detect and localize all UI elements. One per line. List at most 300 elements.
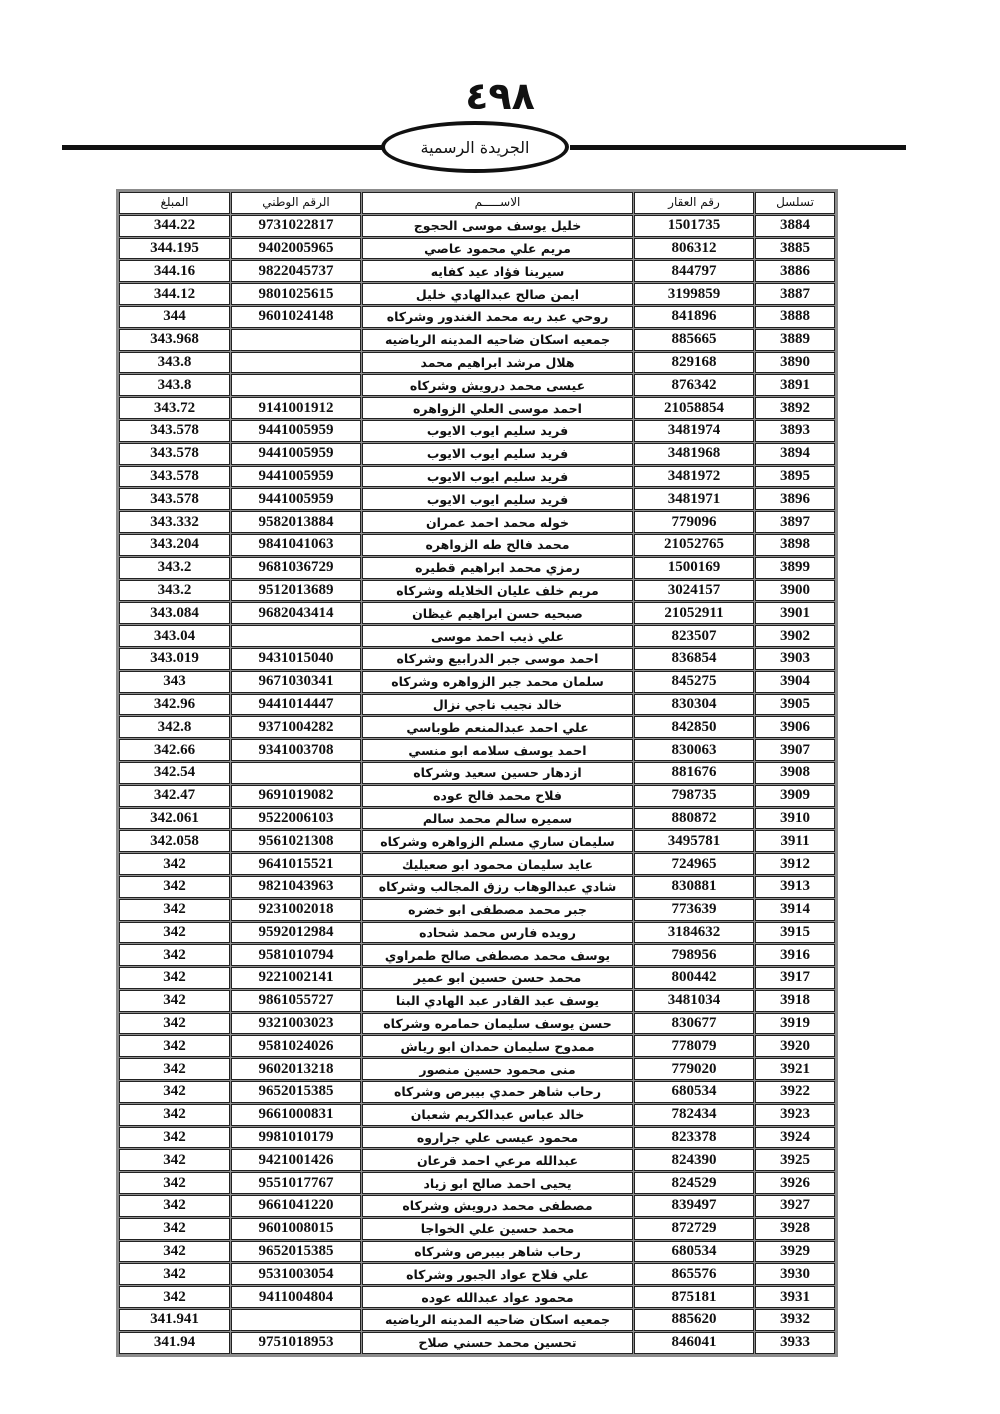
table-row (119, 1104, 835, 1126)
column-header-serial: تسلسل (755, 192, 835, 214)
cell-serial: 3885 (755, 238, 835, 260)
cell-amount: 342 (119, 1195, 230, 1217)
cell-serial: 3922 (755, 1081, 835, 1103)
cell-amount: 343.72 (119, 397, 230, 419)
cell-property-number: 782434 (634, 1104, 754, 1126)
cell-name: خوله محمد احمد عمران (362, 511, 633, 533)
cell-amount: 342 (119, 967, 230, 989)
cell-serial: 3925 (755, 1149, 835, 1171)
cell-amount: 342 (119, 899, 230, 921)
cell-property-number: 21058854 (634, 397, 754, 419)
cell-national-number (231, 352, 361, 374)
cell-property-number: 779020 (634, 1058, 754, 1080)
cell-national-number: 9561021308 (231, 830, 361, 852)
cell-national-number: 9141001912 (231, 397, 361, 419)
cell-amount: 342 (119, 1218, 230, 1240)
cell-serial: 3921 (755, 1058, 835, 1080)
cell-property-number: 3184632 (634, 922, 754, 944)
cell-serial: 3884 (755, 215, 835, 237)
cell-national-number: 9551017767 (231, 1172, 361, 1194)
page-number: ٤٩٨ (465, 74, 535, 118)
cell-property-number: 21052765 (634, 534, 754, 556)
cell-national-number: 9531003054 (231, 1263, 361, 1285)
cell-name: سميره سالم محمد سالم (362, 808, 633, 830)
cell-property-number: 841896 (634, 306, 754, 328)
cell-serial: 3886 (755, 260, 835, 282)
cell-property-number: 3199859 (634, 283, 754, 305)
cell-serial: 3896 (755, 488, 835, 510)
cell-serial: 3900 (755, 580, 835, 602)
cell-serial: 3910 (755, 808, 835, 830)
cell-national-number: 9602013218 (231, 1058, 361, 1080)
cell-serial: 3887 (755, 283, 835, 305)
cell-property-number: 846041 (634, 1332, 754, 1354)
cell-serial: 3916 (755, 944, 835, 966)
cell-property-number: 3481968 (634, 443, 754, 465)
cell-name: روحي عبد ربه محمد الغندور وشركاه (362, 306, 633, 328)
cell-national-number: 9441005959 (231, 488, 361, 510)
cell-property-number: 872729 (634, 1218, 754, 1240)
cell-national-number: 9681036729 (231, 557, 361, 579)
cell-amount: 342.061 (119, 808, 230, 830)
cell-name: هلال مرشد ابراهيم محمد (362, 352, 633, 374)
cell-property-number: 798956 (634, 944, 754, 966)
cell-property-number: 839497 (634, 1195, 754, 1217)
cell-amount: 342 (119, 1013, 230, 1035)
cell-national-number: 9661000831 (231, 1104, 361, 1126)
cell-serial: 3918 (755, 990, 835, 1012)
cell-name: احمد موسى جبر الدرابيع وشركاه (362, 648, 633, 670)
cell-national-number: 9801025615 (231, 283, 361, 305)
table-row (119, 1332, 835, 1354)
cell-property-number: 798735 (634, 785, 754, 807)
table-row (119, 511, 835, 533)
cell-name: شادي عبدالوهاب رزق المجالب وشركاه (362, 876, 633, 898)
table-row (119, 1149, 835, 1171)
cell-name: عبدالله مرعي احمد قرعان (362, 1149, 633, 1171)
cell-name: حسن يوسف سليمان حمامره وشركاه (362, 1013, 633, 1035)
cell-national-number: 9682043414 (231, 602, 361, 624)
cell-serial: 3894 (755, 443, 835, 465)
cell-serial: 3889 (755, 329, 835, 351)
cell-name: رحاب شاهر حمدي بيبرص وشركاه (362, 1081, 633, 1103)
table-row (119, 762, 835, 784)
cell-amount: 342 (119, 1172, 230, 1194)
cell-amount: 342.54 (119, 762, 230, 784)
table-row (119, 397, 835, 419)
cell-amount: 342 (119, 1058, 230, 1080)
cell-national-number: 9512013689 (231, 580, 361, 602)
table-row (119, 329, 835, 351)
cell-national-number: 9641015521 (231, 853, 361, 875)
cell-amount: 342 (119, 1263, 230, 1285)
cell-property-number: 3481972 (634, 466, 754, 488)
cell-serial: 3888 (755, 306, 835, 328)
cell-property-number: 824390 (634, 1149, 754, 1171)
table-row (119, 1013, 835, 1035)
cell-amount: 342 (119, 922, 230, 944)
cell-name: سليمان ساري مسلم الزواهره وشركاه (362, 830, 633, 852)
cell-property-number: 800442 (634, 967, 754, 989)
cell-name: محمود عيسى علي جراروه (362, 1127, 633, 1149)
table-row (119, 1081, 835, 1103)
column-header-property-number: رقم العقار (634, 192, 754, 214)
cell-national-number: 9861055727 (231, 990, 361, 1012)
cell-serial: 3927 (755, 1195, 835, 1217)
cell-serial: 3926 (755, 1172, 835, 1194)
cell-name: مصطفى محمد درويش وشركاه (362, 1195, 633, 1217)
cell-name: مريم خلف عليان الخلايله وشركاه (362, 580, 633, 602)
cell-amount: 342.47 (119, 785, 230, 807)
cell-name: خالد عباس عبدالكريم شعبان (362, 1104, 633, 1126)
cell-name: جبر محمد مصطفى ابو خضره (362, 899, 633, 921)
cell-national-number (231, 374, 361, 396)
cell-serial: 3915 (755, 922, 835, 944)
table-row (119, 671, 835, 693)
cell-name: محمد فالح طه الزواهره (362, 534, 633, 556)
cell-property-number: 885665 (634, 329, 754, 351)
cell-property-number: 830304 (634, 694, 754, 716)
cell-name: ايمن صالح عبدالهادي خليل (362, 283, 633, 305)
cell-national-number: 9441005959 (231, 420, 361, 442)
cell-property-number: 830063 (634, 739, 754, 761)
table-row (119, 853, 835, 875)
cell-serial: 3924 (755, 1127, 835, 1149)
cell-national-number: 9582013884 (231, 511, 361, 533)
cell-amount: 342 (119, 1241, 230, 1263)
cell-name: سلمان محمد جبر الزواهره وشركاه (362, 671, 633, 693)
cell-serial: 3933 (755, 1332, 835, 1354)
cell-national-number: 9652015385 (231, 1081, 361, 1103)
column-header-national-number: الرقم الوطني (231, 192, 361, 214)
table-row (119, 557, 835, 579)
cell-property-number: 881676 (634, 762, 754, 784)
cell-amount: 344 (119, 306, 230, 328)
cell-amount: 344.16 (119, 260, 230, 282)
cell-amount: 343.084 (119, 602, 230, 624)
table-row (119, 1309, 835, 1331)
cell-amount: 342.058 (119, 830, 230, 852)
cell-serial: 3901 (755, 602, 835, 624)
cell-name: فلاح محمد فالح عوده (362, 785, 633, 807)
table-row (119, 488, 835, 510)
cell-serial: 3906 (755, 716, 835, 738)
cell-amount: 343.019 (119, 648, 230, 670)
cell-property-number: 885620 (634, 1309, 754, 1331)
cell-amount: 342 (119, 944, 230, 966)
table-row (119, 1218, 835, 1240)
table-row (119, 306, 835, 328)
table-row (119, 283, 835, 305)
cell-amount: 342.66 (119, 739, 230, 761)
cell-property-number: 778079 (634, 1035, 754, 1057)
table-row (119, 1263, 835, 1285)
cell-name: جمعيه اسكان ضاحيه المدينه الرياضيه (362, 329, 633, 351)
table-row (119, 215, 835, 237)
table-row (119, 420, 835, 442)
cell-national-number (231, 625, 361, 647)
table-row (119, 1127, 835, 1149)
table-row (119, 352, 835, 374)
cell-amount: 343.8 (119, 374, 230, 396)
cell-national-number: 9751018953 (231, 1332, 361, 1354)
cell-property-number: 865576 (634, 1263, 754, 1285)
cell-national-number: 9822045737 (231, 260, 361, 282)
cell-name: احمد يوسف سلامه ابو منسي (362, 739, 633, 761)
cell-property-number: 876342 (634, 374, 754, 396)
cell-amount: 343.578 (119, 466, 230, 488)
table-header-row (119, 192, 835, 214)
table-row (119, 238, 835, 260)
cell-amount: 342 (119, 876, 230, 898)
cell-name: صبحيه حسن ابراهيم غيظان (362, 602, 633, 624)
table-row (119, 1058, 835, 1080)
cell-property-number: 3495781 (634, 830, 754, 852)
cell-serial: 3898 (755, 534, 835, 556)
cell-serial: 3914 (755, 899, 835, 921)
cell-serial: 3904 (755, 671, 835, 693)
cell-amount: 343.2 (119, 580, 230, 602)
table-row (119, 374, 835, 396)
cell-amount: 342 (119, 990, 230, 1012)
cell-property-number: 773639 (634, 899, 754, 921)
cell-serial: 3909 (755, 785, 835, 807)
table-row (119, 1195, 835, 1217)
table-row (119, 1035, 835, 1057)
cell-national-number (231, 762, 361, 784)
cell-serial: 3912 (755, 853, 835, 875)
table-row (119, 1241, 835, 1263)
cell-amount: 342.8 (119, 716, 230, 738)
cell-serial: 3929 (755, 1241, 835, 1263)
table-row (119, 1286, 835, 1308)
cell-national-number: 9371004282 (231, 716, 361, 738)
cell-name: علي ذيب احمد موسى (362, 625, 633, 647)
cell-name: فريد سليم ايوب الايوب (362, 443, 633, 465)
cell-amount: 343 (119, 671, 230, 693)
table-row (119, 625, 835, 647)
cell-national-number: 9231002018 (231, 899, 361, 921)
cell-amount: 344.22 (119, 215, 230, 237)
cell-name: سيرينا فؤاد عيد كفايه (362, 260, 633, 282)
cell-national-number: 9601008015 (231, 1218, 361, 1240)
cell-property-number: 724965 (634, 853, 754, 875)
header-rule-left (62, 145, 384, 150)
table-row (119, 739, 835, 761)
cell-national-number: 9441005959 (231, 443, 361, 465)
cell-name: رمزي محمد ابراهيم قطيره (362, 557, 633, 579)
cell-property-number: 875181 (634, 1286, 754, 1308)
cell-property-number: 3481034 (634, 990, 754, 1012)
cell-name: علي احمد عبدالمنعم طوباسي (362, 716, 633, 738)
cell-name: عايد سليمان محمود ابو صعيليك (362, 853, 633, 875)
cell-serial: 3897 (755, 511, 835, 533)
gazette-title: الجريدة الرسمية (420, 137, 530, 157)
cell-serial: 3903 (755, 648, 835, 670)
cell-amount: 342 (119, 1081, 230, 1103)
cell-amount: 341.941 (119, 1309, 230, 1331)
column-header-amount: المبلغ (119, 192, 230, 214)
cell-amount: 343.332 (119, 511, 230, 533)
cell-national-number: 9441005959 (231, 466, 361, 488)
cell-national-number: 9341003708 (231, 739, 361, 761)
cell-name: علي فلاح عواد الجبور وشركاه (362, 1263, 633, 1285)
cell-amount: 342 (119, 1104, 230, 1126)
cell-serial: 3923 (755, 1104, 835, 1126)
cell-amount: 342 (119, 1127, 230, 1149)
cell-property-number: 823378 (634, 1127, 754, 1149)
table-row (119, 967, 835, 989)
cell-amount: 343.578 (119, 443, 230, 465)
cell-amount: 342.96 (119, 694, 230, 716)
cell-name: عيسى محمد درويش وشركاه (362, 374, 633, 396)
cell-name: محمد حسن حسين ابو عمير (362, 967, 633, 989)
cell-amount: 342 (119, 1035, 230, 1057)
table-row (119, 602, 835, 624)
table-row (119, 534, 835, 556)
cell-serial: 3920 (755, 1035, 835, 1057)
cell-property-number: 880872 (634, 808, 754, 830)
cell-amount: 342 (119, 853, 230, 875)
cell-serial: 3917 (755, 967, 835, 989)
cell-national-number: 9601024148 (231, 306, 361, 328)
table-row (119, 443, 835, 465)
header-rule-right (570, 145, 906, 150)
cell-property-number: 1500169 (634, 557, 754, 579)
cell-serial: 3907 (755, 739, 835, 761)
cell-amount: 343.578 (119, 420, 230, 442)
cell-national-number: 9981010179 (231, 1127, 361, 1149)
cell-national-number: 9321003023 (231, 1013, 361, 1035)
cell-amount: 343.8 (119, 352, 230, 374)
table-row (119, 466, 835, 488)
cell-property-number: 830677 (634, 1013, 754, 1035)
table-row (119, 990, 835, 1012)
cell-amount: 342 (119, 1286, 230, 1308)
table-row (119, 716, 835, 738)
cell-national-number: 9671030341 (231, 671, 361, 693)
cell-national-number (231, 1309, 361, 1331)
table-row (119, 648, 835, 670)
table-row (119, 808, 835, 830)
cell-name: منى محمود حسين منصور (362, 1058, 633, 1080)
cell-amount: 344.195 (119, 238, 230, 260)
cell-name: خليل يوسف موسى الحجوج (362, 215, 633, 237)
cell-name: رويده فارس محمد شحاده (362, 922, 633, 944)
cell-name: يحيى احمد صالح ابو زياد (362, 1172, 633, 1194)
cell-property-number: 842850 (634, 716, 754, 738)
cell-name: يوسف محمد مصطفى صالح طمراوي (362, 944, 633, 966)
table-row (119, 580, 835, 602)
table-row (119, 785, 835, 807)
cell-amount: 343.204 (119, 534, 230, 556)
cell-national-number (231, 329, 361, 351)
cell-national-number: 9731022817 (231, 215, 361, 237)
cell-property-number: 680534 (634, 1081, 754, 1103)
cell-national-number: 9661041220 (231, 1195, 361, 1217)
cell-property-number: 829168 (634, 352, 754, 374)
cell-name: محمود عواد عبدالله عوده (362, 1286, 633, 1308)
cell-national-number: 9652015385 (231, 1241, 361, 1263)
cell-national-number: 9221002141 (231, 967, 361, 989)
cell-serial: 3930 (755, 1263, 835, 1285)
cell-serial: 3913 (755, 876, 835, 898)
cell-name: فريد سليم ايوب الايوب (362, 420, 633, 442)
cell-property-number: 836854 (634, 648, 754, 670)
cell-amount: 342 (119, 1149, 230, 1171)
cell-amount: 343.04 (119, 625, 230, 647)
cell-amount: 343.578 (119, 488, 230, 510)
cell-name: جمعيه اسكان ضاحيه المدينه الرياضيه (362, 1309, 633, 1331)
cell-serial: 3895 (755, 466, 835, 488)
cell-property-number: 3024157 (634, 580, 754, 602)
cell-property-number: 830881 (634, 876, 754, 898)
cell-property-number: 806312 (634, 238, 754, 260)
cell-name: فريد سليم ايوب الايوب (362, 466, 633, 488)
cell-national-number: 9431015040 (231, 648, 361, 670)
cell-name: خالد نجيب ناجي نزال (362, 694, 633, 716)
cell-name: احمد موسى العلي الزواهره (362, 397, 633, 419)
cell-name: ازدهار حسين سعيد وشركاه (362, 762, 633, 784)
cell-national-number: 9402005965 (231, 238, 361, 260)
cell-serial: 3892 (755, 397, 835, 419)
records-table (116, 189, 838, 1357)
cell-property-number: 779096 (634, 511, 754, 533)
cell-name: رحاب شاهر بيبرص وشركاه (362, 1241, 633, 1263)
cell-national-number: 9592012984 (231, 922, 361, 944)
cell-serial: 3928 (755, 1218, 835, 1240)
cell-property-number: 1501735 (634, 215, 754, 237)
column-header-name: الاســـــم (362, 192, 633, 214)
cell-property-number: 3481974 (634, 420, 754, 442)
cell-amount: 343.968 (119, 329, 230, 351)
cell-national-number: 9441014447 (231, 694, 361, 716)
table-row (119, 899, 835, 921)
table-row (119, 922, 835, 944)
cell-property-number: 3481971 (634, 488, 754, 510)
cell-national-number: 9821043963 (231, 876, 361, 898)
cell-property-number: 824529 (634, 1172, 754, 1194)
cell-serial: 3932 (755, 1309, 835, 1331)
cell-national-number: 9411004804 (231, 1286, 361, 1308)
cell-serial: 3905 (755, 694, 835, 716)
cell-national-number: 9522006103 (231, 808, 361, 830)
table-row (119, 1172, 835, 1194)
cell-property-number: 680534 (634, 1241, 754, 1263)
cell-national-number: 9581010794 (231, 944, 361, 966)
cell-serial: 3891 (755, 374, 835, 396)
gazette-title-oval (381, 121, 569, 173)
cell-name: محمد حسين علي الخواجا (362, 1218, 633, 1240)
table-row (119, 830, 835, 852)
table-row (119, 944, 835, 966)
cell-serial: 3908 (755, 762, 835, 784)
cell-amount: 341.94 (119, 1332, 230, 1354)
cell-name: يوسف عبد القادر عبد الهادي البنا (362, 990, 633, 1012)
cell-serial: 3902 (755, 625, 835, 647)
cell-amount: 344.12 (119, 283, 230, 305)
cell-serial: 3899 (755, 557, 835, 579)
table-row (119, 876, 835, 898)
cell-serial: 3890 (755, 352, 835, 374)
cell-name: مريم علي محمود عاصي (362, 238, 633, 260)
cell-property-number: 844797 (634, 260, 754, 282)
table-row (119, 260, 835, 282)
cell-serial: 3893 (755, 420, 835, 442)
cell-national-number: 9841041063 (231, 534, 361, 556)
cell-property-number: 21052911 (634, 602, 754, 624)
cell-property-number: 823507 (634, 625, 754, 647)
